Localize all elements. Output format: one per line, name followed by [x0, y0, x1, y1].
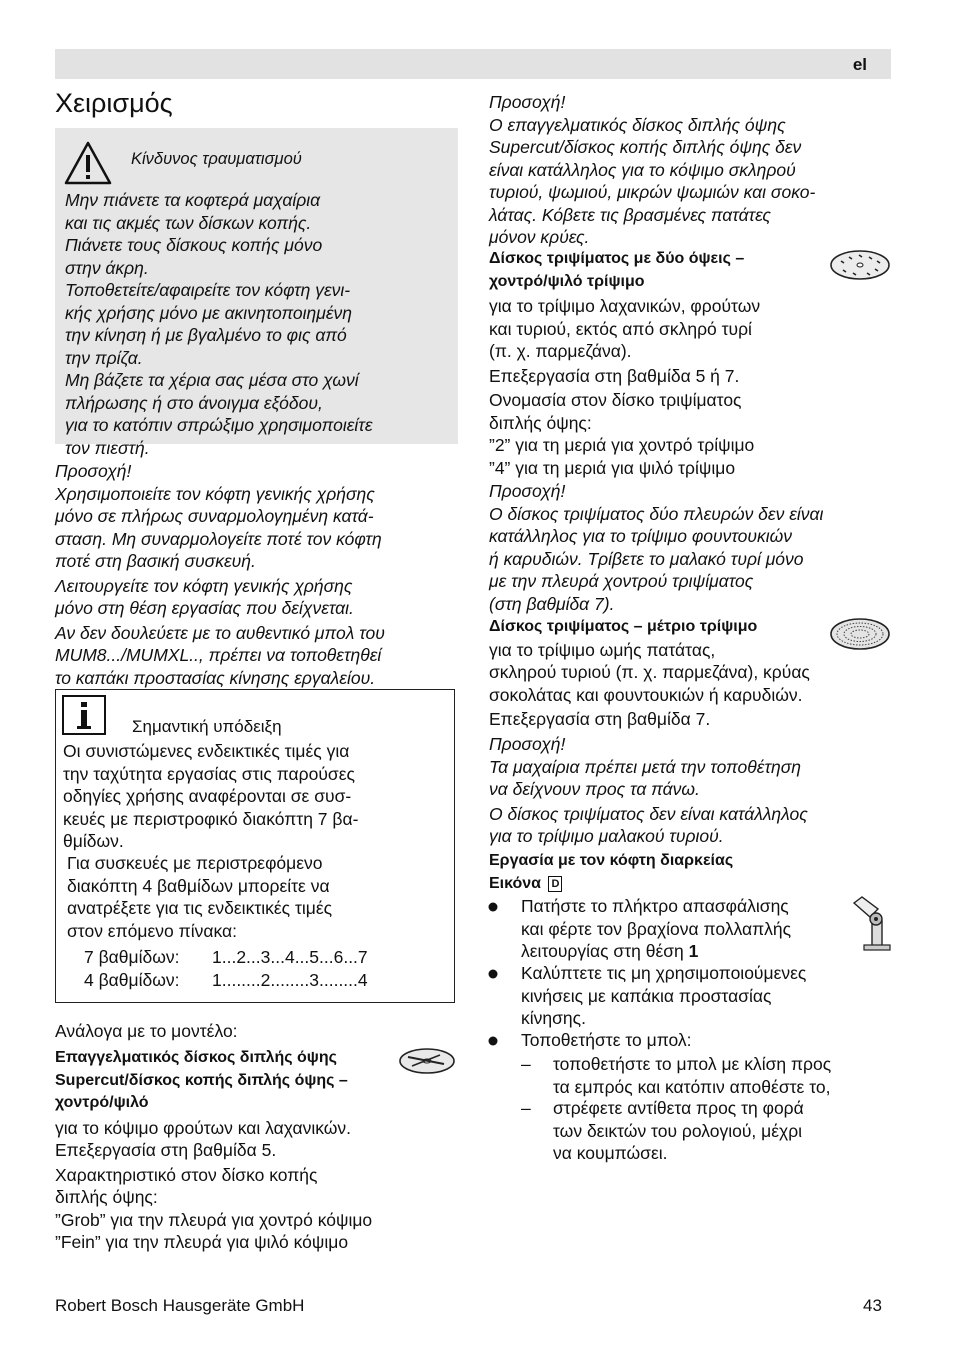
disc1-title: Επαγγελματικός δίσκος διπλής όψης	[55, 1049, 337, 1066]
info-line: οδηγίες χρήσης αναφέρονται σε συσ-	[63, 786, 352, 806]
work-title: Εργασία με τον κόφτη διαρκείας	[489, 852, 734, 869]
disc2-line: ”4” για τη μεριά για ψιλό τρίψιμο	[489, 457, 736, 478]
warning-line: τον πιεστή.	[65, 437, 150, 458]
bullet-dot	[488, 969, 498, 979]
dash-line: να κουμπώσει.	[553, 1143, 668, 1163]
grating-disc-icon	[829, 617, 891, 651]
caution-line: Ο δίσκος τριψίματος δεν είναι κατάλληλος	[489, 803, 808, 824]
disc1-line: Χαρακτηριστικό στον δίσκο κοπής	[55, 1164, 318, 1185]
disc2-section	[489, 248, 760, 479]
warning-line: την κίνηση ή με βγαλμένο το φις από	[65, 325, 347, 345]
disc1-line: διπλής όψης:	[55, 1187, 158, 1207]
info-line: την ταχύτητα εργασίας στις παρούσες	[63, 763, 355, 784]
caution-label: Προσοχή!	[55, 461, 132, 481]
info-line: Οι συνιστώμενες ενδεικτικές τιμές για	[63, 741, 350, 761]
warning-line: για το κατόπιν σπρώξιμο χρησιμοποιείτε	[65, 415, 373, 435]
disc2-line: Επεξεργασία στη βαθμίδα 5 ή 7.	[489, 365, 740, 386]
figure-ref	[489, 873, 733, 896]
info-box	[55, 689, 455, 1003]
caution-line: ή καρυδιών. Τρίβετε το μαλακό τυρί μόνο	[489, 548, 804, 569]
disc1-section	[55, 1047, 372, 1254]
disc3-section	[489, 616, 810, 731]
caution-line: λάτας. Κόβετε τις βρασμένες πατάτες	[489, 204, 771, 225]
caution-label: Προσοχή!	[489, 92, 566, 112]
speed-row-4-label: 4 βαθμίδων:	[84, 970, 180, 990]
caution-line: μόνον κρύες.	[489, 227, 590, 247]
shredding-disc-icon	[829, 249, 891, 281]
caution-line: μόνο στη θέση εργασίας που δείχνεται.	[55, 598, 354, 618]
models-intro: Ανάλογα με το μοντέλο:	[55, 1021, 238, 1041]
warning-line: και τις ακμές των δίσκων κοπής.	[65, 212, 312, 233]
figure-letter: D	[548, 876, 562, 892]
bullet-line: Καλύπτετε τις μη χρησιμοποιούμενες	[521, 963, 807, 983]
disc2-line: και τυριού, εκτός από σκληρό τυρί	[489, 318, 752, 339]
dash-line: στρέφετε αντίθετα προς τη φορά	[553, 1098, 804, 1118]
warning-line: την πρίζα.	[65, 347, 143, 368]
warning-text	[65, 189, 373, 459]
bullet-line-with-position	[521, 940, 791, 963]
disc2-line: Ονομασία στον δίσκο τριψίματος	[489, 390, 742, 410]
bullet-dot	[488, 1036, 498, 1046]
caution-block-3	[489, 480, 823, 615]
warning-line: Μη βάζετε τα χέρια σας μέσα στο χωνί	[65, 370, 359, 390]
warning-line: Τοποθετείτε/αφαιρείτε τον κόφτη γενι-	[65, 280, 351, 300]
dash-line: τοποθετήστε το μπολ με κλίση προς	[553, 1054, 832, 1074]
caution-label: Προσοχή!	[489, 734, 566, 754]
info-line: Για συσκευές με περιστρεφόμενο	[67, 853, 323, 873]
warning-line: κής χρήσης μόνο με ακινητοποιημένη	[65, 302, 352, 323]
caution-line: Ο δίσκος τριψίματος δύο πλευρών δεν είναι	[489, 503, 824, 524]
slicing-disc-icon	[398, 1046, 456, 1076]
bullet-line: κινήσεις με καπάκια προστασίας	[521, 985, 772, 1006]
speed-row-4-value: 1........2........3........4	[212, 970, 368, 990]
caution-line: για το τρίψιμο μαλακού τυριού.	[489, 826, 724, 846]
work-section	[489, 850, 733, 895]
bullet-item-3: Τοποθετήστε το μπολ:	[521, 1030, 692, 1050]
caution-line: Τα μαχαίρια πρέπει μετά την τοποθέτηση	[489, 756, 801, 777]
caution-line: σταση. Μη συναρμολογείτε ποτέ τον κόφτη	[55, 528, 382, 549]
caution-line: (στη βαθμίδα 7).	[489, 593, 615, 614]
warning-line: στην άκρη.	[65, 257, 149, 278]
bullet-line: λειτουργίας στη θέση	[521, 941, 684, 961]
info-line: ανατρέξετε για τις ενδεικτικές τιμές	[67, 898, 333, 918]
info-line: στον επόμενο πίνακα:	[67, 920, 237, 941]
dash-line: των δεικτών του ρολογιού, μέχρι	[553, 1120, 803, 1141]
disc3-line: σοκολάτας και φουντουκιών ή καρυδιών.	[489, 684, 803, 705]
dash-item-2	[553, 1097, 804, 1165]
info-line: θμίδων.	[63, 831, 124, 851]
caution-line: το καπάκι προστασίας κίνησης εργαλείου.	[55, 667, 376, 688]
dash-item-1	[553, 1053, 831, 1098]
warning-box	[55, 128, 458, 458]
info-icon	[62, 695, 106, 735]
caution-line: Λειτουργείτε τον κόφτη γενικής χρήσης	[55, 575, 353, 596]
disc1-title: χοντρό/ψιλό	[55, 1094, 149, 1111]
disc2-title: χοντρό/ψιλό τρίψιμο	[489, 272, 645, 290]
disc3-title: Δίσκος τριψίματος – μέτριο τρίψιμο	[489, 618, 758, 635]
warning-line: Πιάνετε τους δίσκους κοπής μόνο	[65, 235, 323, 255]
disc3-line: σκληρού τυριού (π. χ. παρμεζάνα), κρύας	[489, 662, 810, 682]
bullet-line: και φέρτε τον βραχίονα πολλαπλής	[521, 918, 792, 939]
header-bar	[55, 49, 891, 79]
info-text	[63, 740, 358, 853]
caution-line: MUM8.../MUMXL.., πρέπει να τοποθετηθεί	[55, 645, 382, 665]
position-number: 1	[688, 941, 699, 961]
footer-company: Robert Bosch Hausgeräte GmbH	[55, 1296, 305, 1315]
disc2-line: διπλής όψης:	[489, 412, 592, 433]
caution-line: μόνο σε πλήρως συναρμολογημένη κατά-	[55, 506, 374, 526]
bullet-dot	[488, 902, 498, 912]
page-title: Χειρισμός	[55, 88, 173, 118]
caution-block-4	[489, 733, 808, 848]
disc2-line: για το τρίψιμο λαχανικών, φρούτων	[489, 296, 761, 316]
caution-line: είναι κατάλληλος για το κόψιμο σκληρού	[489, 159, 796, 180]
caution-line: να δείχνουν προς τα πάνω.	[489, 779, 700, 799]
disc1-line: για το κόψιμο φρούτων και λαχανικών.	[55, 1117, 352, 1138]
caution-label: Προσοχή!	[489, 481, 566, 501]
disc1-line: ”Grob” για την πλευρά για χοντρό κόψιμο	[55, 1209, 373, 1230]
speed-row-7-label: 7 βαθμίδων:	[84, 947, 180, 967]
disc2-line: ”2” για τη μεριά για χοντρό τρίψιμο	[489, 435, 755, 455]
caution-line: κατάλληλος για το τρίψιμο φουντουκιών	[489, 526, 793, 546]
caution-line: τυριού, ψωμιού, μικρών ψωμιών και σοκο-	[489, 182, 816, 202]
caution-line: με την πλευρά χοντρού τριψίματος	[489, 571, 754, 591]
speed-row-7-value: 1...2...3...4...5...6...7	[212, 947, 368, 967]
info-line: διακόπτη 4 βαθμίδων μπορείτε να	[67, 875, 330, 896]
dash-line: τα εμπρός και κατόπιν αποθέστε το,	[553, 1076, 831, 1097]
figure-label: Εικόνα	[489, 874, 542, 892]
dash-marker: –	[521, 1098, 531, 1118]
info-text-2	[67, 852, 332, 942]
caution-line: Supercut/δίσκος κοπής διπλής όψης δεν	[489, 137, 802, 157]
info-heading: Σημαντική υπόδειξη	[132, 717, 282, 736]
caution-line: ποτέ στη βασική συσκευή.	[55, 551, 256, 571]
caution-line: Αν δεν δουλεύετε με το αυθεντικό μπολ του	[55, 622, 385, 643]
caution-block-2	[489, 91, 815, 249]
disc2-title: Δίσκος τριψίματος με δύο όψεις –	[489, 250, 745, 267]
caution-block-1	[55, 460, 385, 689]
warning-triangle-icon	[63, 140, 113, 186]
info-line: κευές με περιστροφικό διακόπτη 7 βα-	[63, 808, 359, 829]
disc3-line: για το τρίψιμο ωμής πατάτας,	[489, 639, 716, 660]
warning-line: Μην πιάνετε τα κοφτερά μαχαίρια	[65, 190, 321, 210]
warning-heading: Κίνδυνος τραυματισμού	[131, 150, 302, 168]
bullet-line: κίνησης.	[521, 1008, 586, 1028]
disc1-line: Επεξεργασία στη βαθμίδα 5.	[55, 1140, 277, 1160]
multifunction-arm-icon	[850, 895, 894, 951]
dash-marker: –	[521, 1054, 531, 1074]
warning-line: πλήρωσης ή στο άνοιγμα εξόδου,	[65, 392, 323, 413]
language-code: el	[852, 55, 867, 74]
disc1-title: Supercut/δίσκος κοπής διπλής όψης –	[55, 1071, 348, 1089]
bullet-item-2	[521, 962, 806, 1030]
page-number: 43	[863, 1296, 882, 1315]
caution-line: Ο επαγγελματικός δίσκος διπλής όψης	[489, 114, 786, 135]
disc3-line: Επεξεργασία στη βαθμίδα 7.	[489, 709, 711, 729]
bullet-line: Πατήστε το πλήκτρο απασφάλισης	[521, 896, 789, 916]
disc1-line: ”Fein” για την πλευρά για ψιλό κόψιμο	[55, 1232, 349, 1252]
bullet-item-1	[521, 895, 791, 963]
disc2-line: (π. χ. παρμεζάνα).	[489, 341, 632, 361]
caution-line: Χρησιμοποιείτε τον κόφτη γενικής χρήσης	[55, 483, 375, 504]
